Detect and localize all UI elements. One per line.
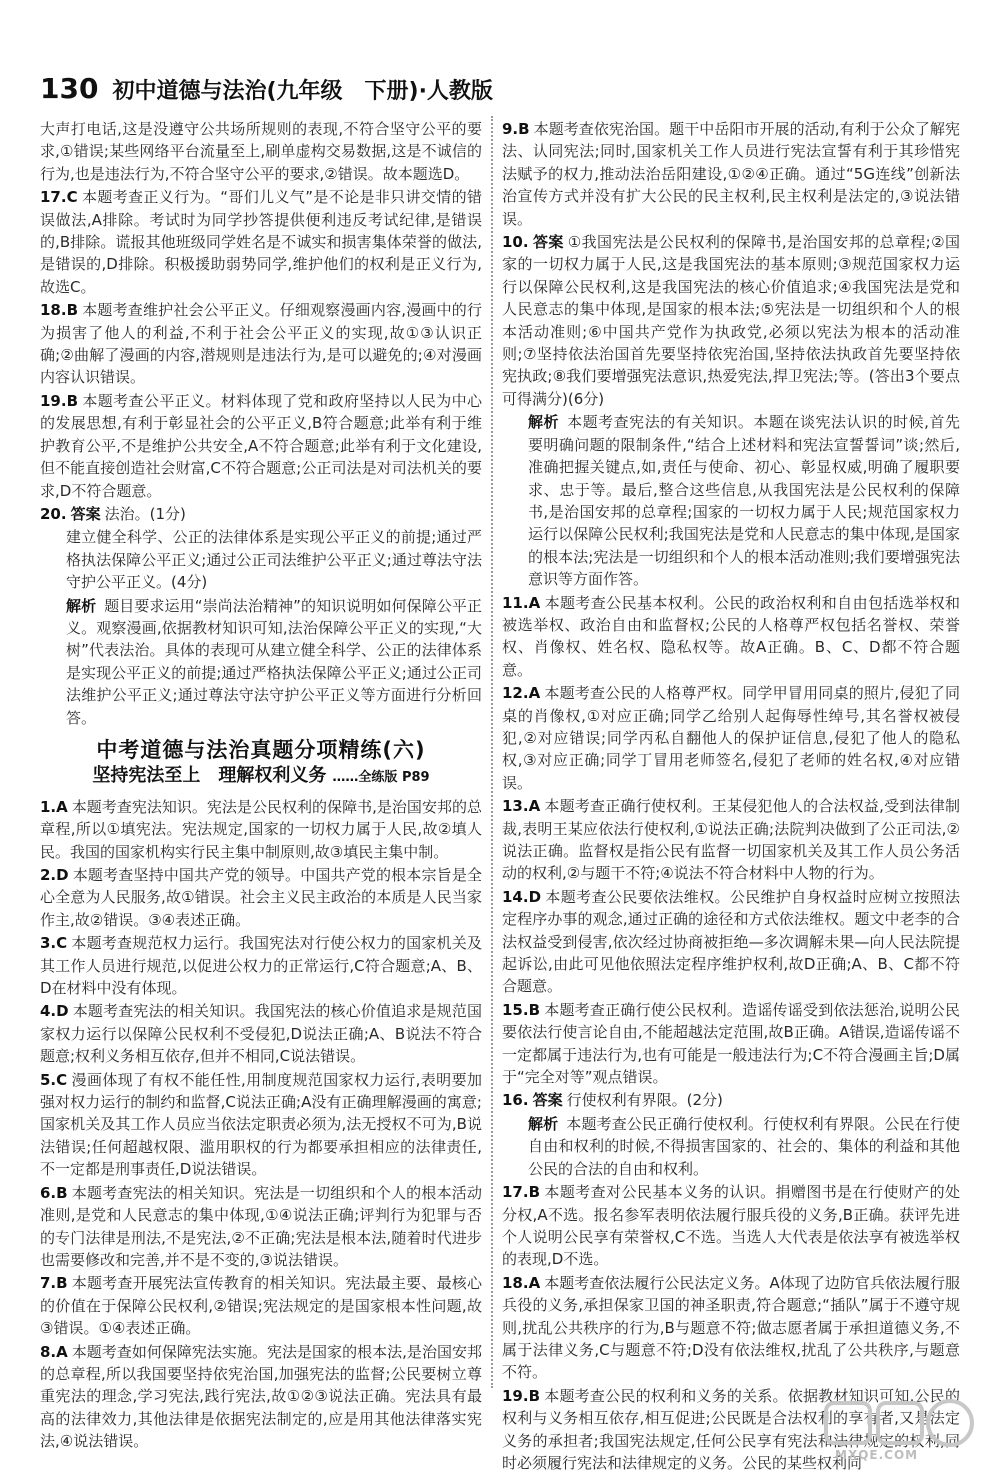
answer-item xyxy=(40,1182,482,1272)
section-subtitle: 坚持宪法至上 理解权利义务 ……全练版 P89 xyxy=(92,765,430,787)
analysis-block xyxy=(502,1113,960,1180)
answer-item xyxy=(502,1181,960,1271)
answer-item xyxy=(40,186,482,298)
answer-item xyxy=(40,932,482,999)
section-title: 中考道德与法治真题分项精练(六) xyxy=(96,737,426,762)
answer-item xyxy=(40,1069,482,1181)
answer-item xyxy=(40,1341,482,1453)
item-number: 3.C xyxy=(40,934,68,953)
item-number: 8.A xyxy=(40,1342,68,1361)
item-text: 本题考查开展宪法宣传教育的相关知识。宪法最主要、最核心的价值在于保障公民权利,②错误;宪法规定的是国家根本性问题,故③错误。①④表述正确。 xyxy=(40,1274,482,1338)
item-text: 本题考查如何保障宪法实施。宪法是国家的根本法,是治国安邦的总章程,所以我国要坚持依宪治国,加强宪法的监督;公民要树立尊重宪法的理念,学习宪法,践行宪法,故①②③说法正确。宪法具有最高的法律效力,其他法律是依据宪法制定的,应是用其他法律落实宪法,④说法错误。 xyxy=(40,1342,482,1451)
answer-item xyxy=(40,390,482,502)
item-number: 2.D xyxy=(40,866,69,884)
answer-label: 答案 xyxy=(532,1091,563,1110)
analysis-block xyxy=(40,595,482,729)
item-text: 本题考查坚持中国共产党的领导。中国共产党的根本宗旨是全心全意为人民服务,故①错误。社会主义民主政治的本质是人民当家作主,故②错误。③④表述正确。 xyxy=(40,866,482,929)
item-text: 本题考查公民的人格尊严权。同学甲冒用同桌的照片,侵犯了同桌的肖像权,①对应正确;同学乙给别人起侮辱性绰号,其名誉权被侵犯,②对应错误;同学丙私自翻他人的保护证信息,侵犯了他人的隐私权,③对应正确;同学丁冒用老师签名,侵犯了老师的姓名权,④对应错误。 xyxy=(502,684,960,792)
page-reference: ……全练版 P89 xyxy=(332,770,430,786)
item-number: 18.A xyxy=(502,1273,541,1292)
item-text: 本题考查正义行为。“哥们儿义气”是不论是非只讲交情的错误做法,A排除。考试时为同学抄答提供便利违反考试纪律,是错误的,B排除。谎报其他班级同学姓名是不诚实和损害集体荣誉的做法,是错误的,D排除。积极援助弱势同学,维护他们的权利是正义行为,故选C。 xyxy=(40,188,482,296)
item-text: 本题考查对公民基本义务的认识。捐赠图书是在行使财产的处分权,A不选。报名参军表明依法履行服兵役的义务,B正确。获评先进个人说明公民享有荣誉权,C不选。当选人大代表是依法享有被选举权的表现,D不选。 xyxy=(502,1183,960,1269)
item-number: 4.D xyxy=(40,1002,69,1021)
item-text: 本题考查规范权力运行。我国宪法对行使公权力的国家机关及其工作人员进行规范,以促进公权力的正常运行,C符合题意;A、B、D在材料中没有体现。 xyxy=(40,934,482,998)
answer-item xyxy=(502,886,960,998)
answer-item xyxy=(40,864,482,931)
answer-text: ①我国宪法是公民权利的保障书,是治国安邦的总章程;②国家的一切权力属于人民,这是我国宪法的基本原则;③规范国家权力运行以保障公民权利,这是我国宪法的核心价值追求;④我国宪法是党和人民意志的集中体现,是国家的根本法;⑤宪法是一切组织和个人的根本活动准则;⑥中国共产党作为执政党,必须以宪法为根本的活动准则;⑦坚持依法治国首先要坚持依宪治国,坚持依法执政首先要坚持依宪执政;⑧我们要增强宪法意识,热爱宪法,捍卫宪法;等。(答出3个要点可得满分)(6分) xyxy=(502,233,960,408)
item-text: 漫画体现了有权不能任性,用制度规范国家权力运行,表明要加强对权力运行的制约和监督,C说法正确;A没有正确理解漫画的寓意;国家机关及其工作人员应当依法定职责必须为,法无授权不可为,B说法错误;任何超越权限、滥用职权的行为都要承担相应的法律责任,不一定都是刑事责任,D说法错误。 xyxy=(40,1070,482,1179)
item-number: 12.A xyxy=(502,684,541,703)
answer-list-middle-right xyxy=(502,592,960,1089)
answer-label: 答案 xyxy=(70,504,101,523)
answer-text: 行使权利有界限。(2分) xyxy=(566,1091,723,1110)
analysis-text: 题目要求运用“崇尚法治精神”的知识说明如何保障公平正义。观察漫画,依据教材知识可知,法治保障公平正义的实现,“大树”代表法治。具体的表现可从建立健全科学、公正的法律体系是实现公平正义的前提;通过严格执法保障公平正义;通过公正司法维护公平正义;通过尊法守法守护公平正义等方面进行分析回答。 xyxy=(66,596,482,727)
answer-item xyxy=(502,592,960,682)
item-number: 17.C xyxy=(40,188,78,207)
item-text: 本题考查依宪治国。题干中岳阳市开展的活动,有利于公众了解宪法、认同宪法;同时,国家机关工作人员进行宪法宣誓有利于其珍惜宪法赋予的权力,推动法治岳阳建设,①②④正确。通过“5G连线”创新法治宣传方式并没有扩大公民的民主权利,民主权利是法定的,③说法错误。 xyxy=(502,120,960,228)
answer-list-top-left xyxy=(40,118,482,502)
item-text: 本题考查正确行使权利。王某侵犯他人的合法权益,受到法律制裁,表明王某应依法行使权利,①说法正确;法院判决做到了公正司法,②说法正确。监督权是指公民有监督一切国家机关及其工作人员公务活动的权利,②与题干不符;④说法不符合材料中人物的行为。 xyxy=(502,797,960,883)
watermark-site: MXQE.COM xyxy=(835,1448,919,1462)
answer-item xyxy=(40,1272,482,1339)
item-text: 本题考查公民要依法维权。公民维护自身权益时应树立按照法定程序办事的观念,通过正确的途径和方式依法维权。题文中老李的合法权益受到侵害,依次经过协商被拒绝—多次调解未果—向人民法院提起诉讼,由此可见他依照法定程序维护权利,故D正确;A、B、C都不符合题意。 xyxy=(502,887,960,996)
item-number: 17.B xyxy=(502,1183,541,1202)
right-column xyxy=(502,118,960,1471)
item-text: 本题考查公民基本权利。公民的政治权利和自由包括选举权和被选举权、政治自由和监督权;公民的人格尊严权包括名誉权、荣誉权、肖像权、姓名权、隐私权等。故A正确。B、C、D都不符合题意。 xyxy=(502,593,960,679)
book-title: 初中道德与法治(九年级 下册)·人教版 xyxy=(112,79,493,104)
item-text: 本题考查正确行使公民权利。造谣传谣受到依法惩治,说明公民要依法行使言论自由,不能超越法定范围,故B正确。A错误,造谣传谣不一定都属于违法行为,也有可能是一般违法行为;C不符合漫画主旨;D属于“完全对等”观点错误。 xyxy=(502,1000,960,1087)
item-text: 本题考查公平正义。材料体现了党和政府坚持以人民为中心的发展思想,有利于彰显社会的公平正义,B符合题意;此举有利于维护教育公平,不是维护公共安全,A不符合题意;此举有利于文化建设,但不能直接创造社会财富,C不符合题意;公正司法是对司法机关的要求,D不符合题意。 xyxy=(40,391,482,500)
answer-list-bottom-left xyxy=(40,796,482,1453)
item-text: 大声打电话,这是没遵守公共场所规则的表现,不符合坚守公平的要求,①错误;某些网络平台流量至上,刷单虚构交易数据,这是不诚信的行为,也是违法行为,不符合坚守公平的要求,②错误。故本题选D。 xyxy=(40,120,482,183)
answer-item-10 xyxy=(502,231,960,410)
page-number: 130 xyxy=(40,72,99,105)
answer-item xyxy=(40,796,482,863)
analysis-text: 本题考查宪法的有关知识。本题在谈宪法认识的时候,首先要明确问题的限制条件,“结合上述材料和宪法宣誓誓词”谈;然后,准确把握关键点,如,责任与使命、初心、彰显权威,明确了履职要求、忠于等。最后,整合这些信息,从我国宪法是公民权利的保障书,是治国安邦的总章程;国家的一切权力属于人民;规范国家权力运行以保障公民权利;我国宪法是党和人民意志的集中体现,是国家的根本法;宪法是一切组织和个人的根本活动准则;我们要增强宪法意识等方面作答。 xyxy=(528,413,960,589)
item-number: 9.B xyxy=(502,120,530,138)
answer-item xyxy=(502,795,960,885)
item-number: 20. xyxy=(40,504,67,523)
item-text: 本题考查依法履行公民法定义务。A体现了边防官兵依法履行服兵役的义务,承担保家卫国的神圣职责,符合题意;“插队”属于不遵守规则,扰乱公共秩序的行为,B与题意不符;做志愿者属于承担道德义务,不属于法律义务,C与题意不符;D没有依法维权,扰乱了公共秩序,与题意不符。 xyxy=(502,1273,960,1382)
answer-item xyxy=(40,1000,482,1067)
answer-list-top-right xyxy=(502,118,960,230)
answer-item-20 xyxy=(40,503,482,525)
item-number: 1.A xyxy=(40,797,68,816)
item-number: 16. xyxy=(502,1091,529,1110)
answer-item xyxy=(502,999,960,1089)
item-number: 11.A xyxy=(502,593,541,612)
item-number: 5.C xyxy=(40,1070,68,1089)
item-text: 本题考查宪法知识。宪法是公民权利的保障书,是治国安邦的总章程,所以①填宪法。宪法规定,国家的一切权力属于人民,故②填人民。我国的国家机构实行民主集中制原则,故③填民主集中制。 xyxy=(40,797,482,861)
item-number: 19.B xyxy=(40,391,79,410)
item-number: 15.B xyxy=(502,1000,541,1019)
analysis-block xyxy=(502,411,960,590)
item-number: 10. xyxy=(502,233,529,252)
answer-item xyxy=(40,118,482,185)
left-column xyxy=(40,118,482,1454)
item-number: 18.B xyxy=(40,301,79,320)
answer-body: 建立健全科学、公正的法律体系是实现公平正义的前提;通过严格执法保障公平正义;通过公正司法维护公平正义;通过尊法守法守护公平正义。(4分) xyxy=(66,528,482,592)
analysis-label: 解析 xyxy=(66,596,97,615)
item-number: 14.D xyxy=(502,887,542,906)
column-divider xyxy=(491,116,493,1388)
answer-label: 答案 xyxy=(532,233,564,252)
answer-item xyxy=(502,118,960,230)
item-text: 本题考查维护社会公平正义。仔细观察漫画内容,漫画中的行为损害了他人的利益,不利于社会公平正义的实现,故①③认识正确;②曲解了漫画的内容,潜规则是违法行为,是可以避免的;④对漫画内容认识错误。 xyxy=(40,301,482,387)
item-number: 13.A xyxy=(502,797,541,816)
item-number: 19.B xyxy=(502,1386,541,1405)
answer-item xyxy=(40,299,482,389)
analysis-label: 解析 xyxy=(528,1114,559,1133)
item-number: 6.B xyxy=(40,1183,68,1202)
analysis-text: 本题考查公民正确行使权利。行使权利有界限。公民在行使自由和权利的时候,不得损害国家的、社会的、集体的利益和其他公民的合法的自由和权利。 xyxy=(528,1114,960,1178)
page-header xyxy=(40,72,493,112)
item-number: 7.B xyxy=(40,1274,68,1293)
answer-item xyxy=(502,682,960,794)
item-text: 本题考查宪法的相关知识。我国宪法的核心价值追求是规范国家权力运行以保障公民权利不受侵犯,D说法正确;A、B说法不符合题意;权利义务相互依存,但并不相同,C说法错误。 xyxy=(40,1002,482,1066)
analysis-label: 解析 xyxy=(528,413,560,432)
item-text: 本题考查公民的权利和义务的关系。依据教材知识可知,公民的权利与义务相互依存,相互促进;公民既是合法权利的享有者,又是法定义务的承担者;我国宪法规定,任何公民享有宪法和法律规定的权利,同时必须履行宪法和法律规定的义务。公民的某些权利同 xyxy=(502,1386,960,1471)
answer-item-16 xyxy=(502,1089,960,1111)
answer-item xyxy=(502,1272,960,1384)
item-text: 本题考查宪法的相关知识。宪法是一切组织和个人的根本活动准则,是党和人民意志的集中体现,①④说法正确;评判行为犯罪与否的专门法律是刑法,不是宪法,②不正确;宪法是根本法,随着时代进步也需要修改和完善,并不是不变的,③说法错误。 xyxy=(40,1183,482,1269)
answer-head: 法治。(1分) xyxy=(104,504,186,523)
